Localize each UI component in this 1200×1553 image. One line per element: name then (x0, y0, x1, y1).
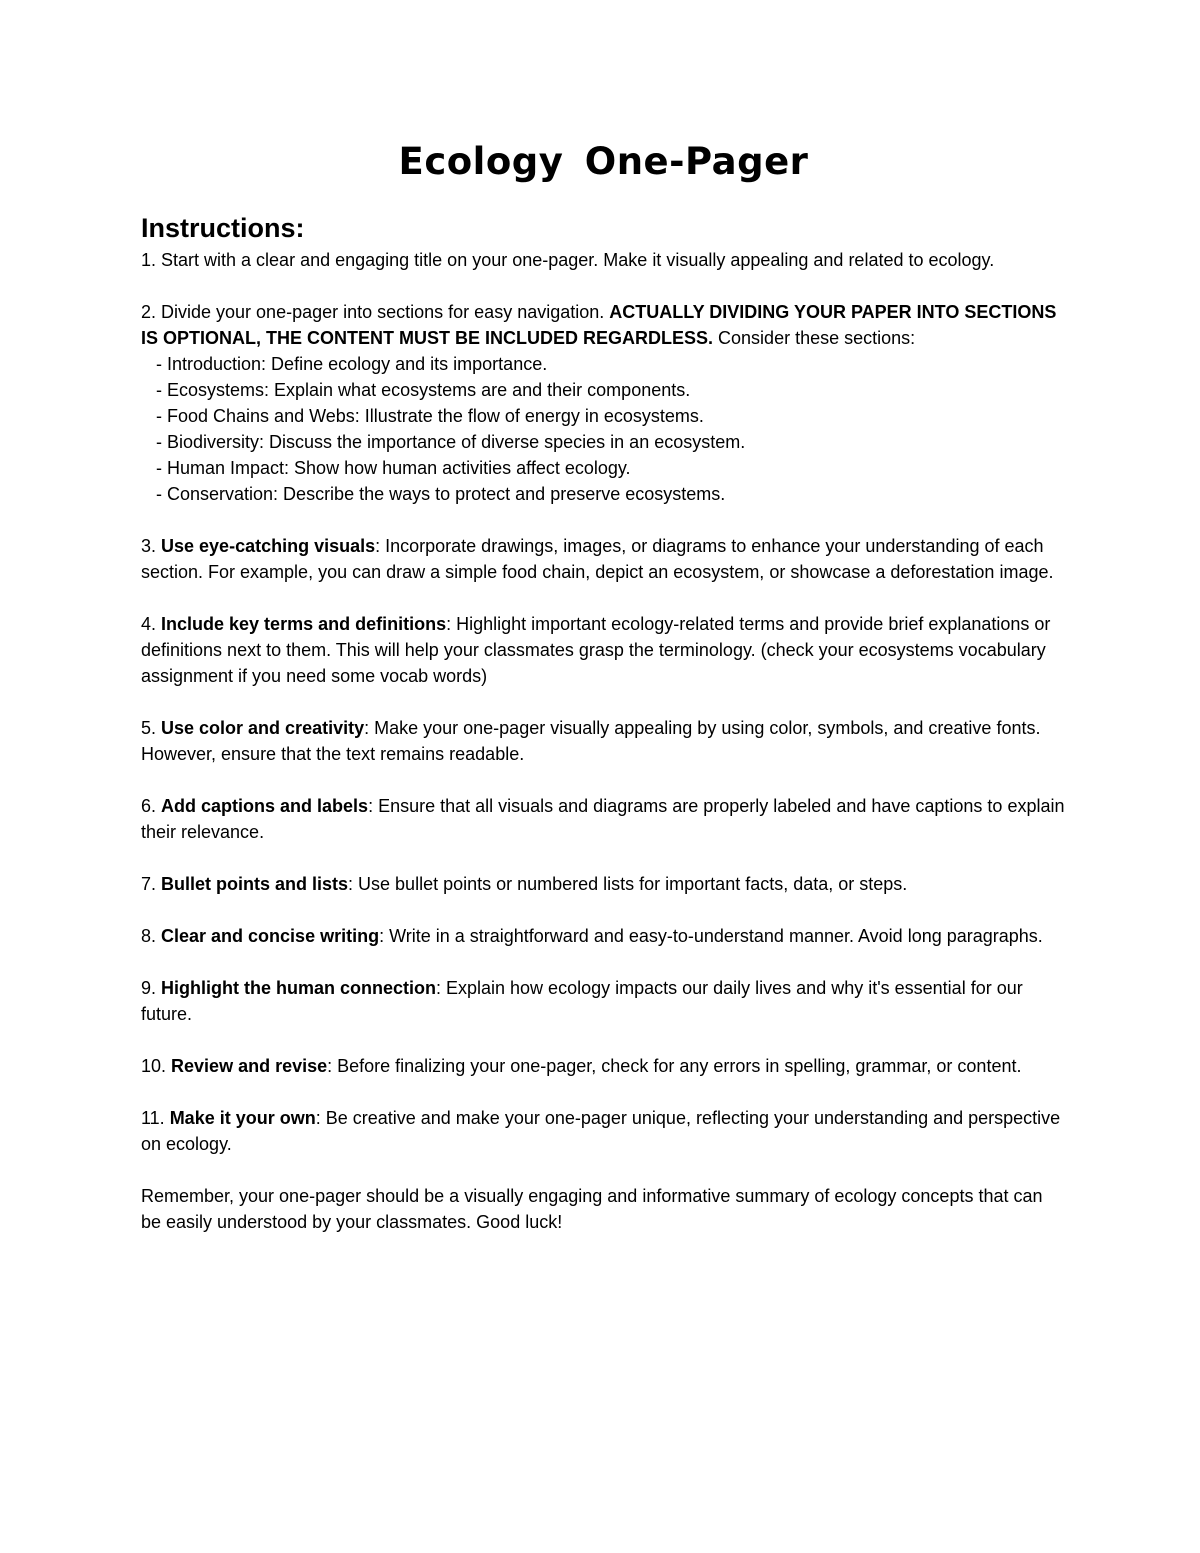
item-text: : Be creative and make your one-pager unique, reflecting your understanding and perspective on ecology. (141, 1108, 1061, 1154)
section-item-food-chains: - Food Chains and Webs: Illustrate the flow of energy in ecosystems. (156, 406, 704, 426)
instruction-item-9 (141, 975, 1066, 1027)
instruction-item-7 (141, 871, 1066, 897)
item-number: 8. (141, 926, 162, 946)
instructions-heading: Instructions: (141, 213, 305, 243)
section-item-ecosystems: - Ecosystems: Explain what ecosystems are and their components. (156, 380, 691, 400)
item-number: 10. (141, 1056, 172, 1076)
section-item-introduction: - Introduction: Define ecology and its importance. (156, 354, 548, 374)
instruction-item-8 (141, 923, 1066, 949)
item-text: : Explain how ecology impacts our daily lives and why it's essential for our future. (141, 978, 1023, 1024)
item-heading: Use color and creativity (161, 718, 365, 738)
instruction-item-1: 1. Start with a clear and engaging title on your one-pager. Make it visually appealing and related to ecology. (141, 250, 995, 270)
section-item-human-impact: - Human Impact: Show how human activities affect ecology. (156, 458, 631, 478)
item-text: : Before finalizing your one-pager, check for any errors in spelling, grammar, or content. (327, 1056, 1022, 1076)
item-heading: Add captions and labels (161, 796, 369, 816)
item-number: 4. (141, 614, 162, 634)
closing-paragraph: Remember, your one-pager should be a visually engaging and informative summary of ecology concepts that can be easily understood by your classmates. Good luck! (141, 1186, 1043, 1232)
item-number: 6. (141, 796, 162, 816)
item-text: : Use bullet points or numbered lists for important facts, data, or steps. (348, 874, 908, 894)
item-number: 5. (141, 718, 162, 738)
instruction-item-11 (141, 1105, 1066, 1157)
item-heading: Make it your own (169, 1108, 316, 1128)
instruction-item-4 (141, 611, 1066, 689)
instruction-item-3 (141, 533, 1066, 585)
page-title: Ecology One-Pager (398, 140, 809, 183)
item-2-emphasis: ACTUALLY DIVIDING YOUR PAPER INTO SECTIONS IS OPTIONAL, THE CONTENT MUST BE INCLUDED REGARDLESS. (141, 302, 1057, 348)
item-2-suffix: Consider these sections: (713, 328, 916, 348)
item-text: : Ensure that all visuals and diagrams are properly labeled and have captions to explain their relevance. (141, 796, 1065, 842)
instruction-item-5 (141, 715, 1066, 767)
document-page (141, 140, 1066, 1261)
section-item-conservation: - Conservation: Describe the ways to protect and preserve ecosystems. (156, 484, 726, 504)
instruction-item-6 (141, 793, 1066, 845)
item-heading: Clear and concise writing (161, 926, 380, 946)
item-heading: Include key terms and definitions (161, 614, 447, 634)
item-text: : Make your one-pager visually appealing by using color, symbols, and creative fonts. However, ensure that the text remains readable. (141, 718, 1041, 764)
item-heading: Review and revise (171, 1056, 328, 1076)
section-item-biodiversity: - Biodiversity: Discuss the importance of diverse species in an ecosystem. (156, 432, 746, 452)
item-text: : Highlight important ecology-related terms and provide brief explanations or definitions next to them. This will help your classmates grasp the terminology. (check your ecosystems vocabulary assignment if you need some vocab words) (141, 614, 1051, 686)
item-number: 9. (141, 978, 162, 998)
item-heading: Use eye-catching visuals (161, 536, 376, 556)
item-text: : Incorporate drawings, images, or diagrams to enhance your understanding of each section. For example, you can draw a simple food chain, depict an ecosystem, or showcase a deforestation image. (141, 536, 1054, 582)
item-heading: Bullet points and lists (161, 874, 349, 894)
item-number: 11. (141, 1108, 170, 1128)
item-number: 7. (141, 874, 162, 894)
item-text: : Write in a straightforward and easy-to-understand manner. Avoid long paragraphs. (379, 926, 1043, 946)
instruction-item-10 (141, 1053, 1066, 1079)
item-2-text: 2. Divide your one-pager into sections for easy navigation. (141, 302, 610, 322)
item-number: 3. (141, 536, 162, 556)
instruction-item-2 (141, 299, 1066, 507)
item-heading: Highlight the human connection (161, 978, 436, 998)
